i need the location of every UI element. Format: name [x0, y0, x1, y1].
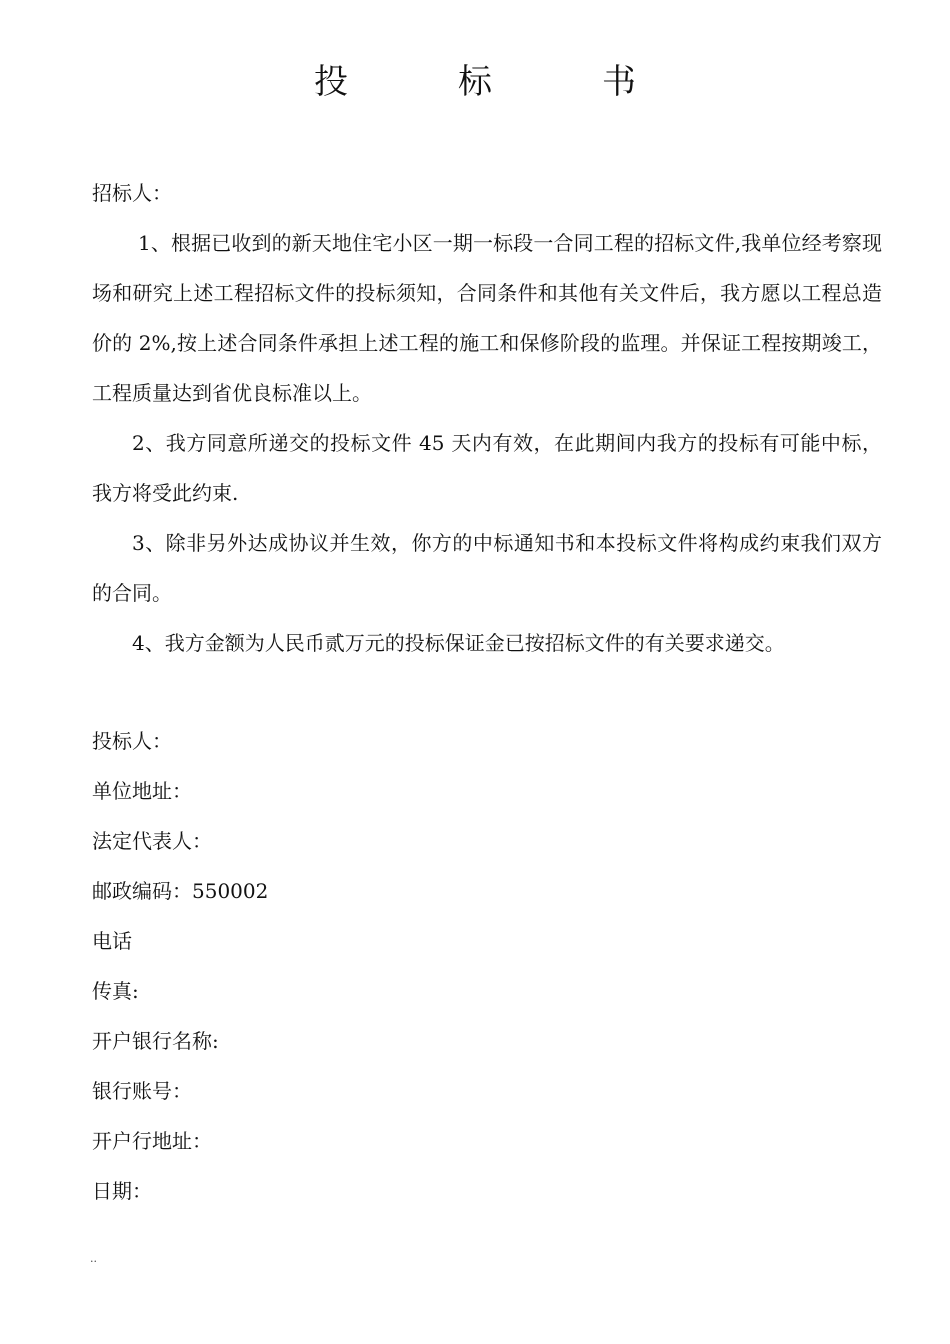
date-label: 日期：	[92, 1179, 152, 1203]
clause-1: 1、根据已收到的新天地住宅小区一期一标段一合同工程的招标文件,我单位经考察现场和研究上述工程招标文件的投标须知，合同条件和其他有关文件后，我方愿以工程总造价的 2%,按上述合同条件承担上述工程的施工和保修阶段的监理。并保证工程按期竣工，工程质量达到省优良标准以上。	[92, 231, 882, 405]
clause-4: 4、我方金额为人民币贰万元的投标保证金已按招标文件的有关要求递交。	[132, 631, 785, 655]
clause-2: 2、我方同意所递交的投标文件 45 天内有效，在此期间内我方的投标有可能中标，我方将受此约束.	[92, 431, 882, 505]
clause-3: 3、除非另外达成协议并生效，你方的中标通知书和本投标文件将构成约束我们双方的合同。	[92, 531, 882, 605]
phone-label: 电话	[92, 929, 132, 953]
bidder-info-section	[92, 716, 882, 1216]
bank-account-label: 银行账号：	[92, 1079, 192, 1103]
addressee-label: 招标人：	[92, 181, 172, 205]
address-label: 单位地址：	[92, 779, 192, 803]
bank-name-label: 开户银行名称:	[92, 1029, 219, 1053]
fax-label: 传真:	[92, 979, 139, 1003]
document-title: 投 标 书	[314, 62, 674, 102]
bidder-label: 投标人：	[92, 729, 172, 753]
footer-mark: ..	[90, 1252, 97, 1265]
postal-code-line: 邮政编码：550002	[92, 879, 269, 903]
bank-address-label: 开户行地址：	[92, 1129, 212, 1153]
legal-representative-label: 法定代表人：	[92, 829, 212, 853]
clauses-section	[92, 218, 882, 668]
